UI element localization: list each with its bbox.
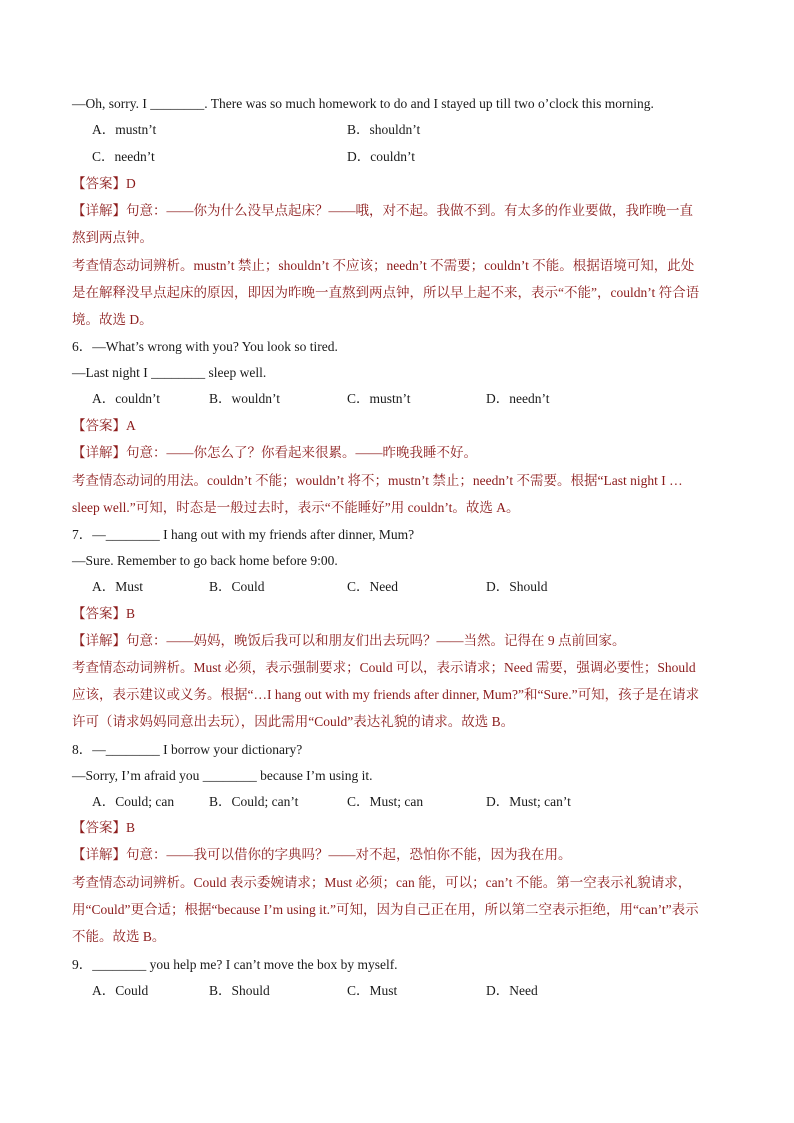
q9-stem-1: 9．________ you help me? I can’t move the box by myself. — [72, 957, 398, 972]
q6-option-b: B．wouldn’t — [209, 391, 281, 406]
q8-option-c: C．Must; can — [347, 794, 424, 809]
q7-option-b: B．Could — [209, 579, 265, 594]
q6-option-d: D．needn’t — [486, 391, 550, 406]
answer-value: B — [126, 820, 136, 835]
q5-option-d: D．couldn’t — [347, 149, 415, 164]
q8-stem-1: 8．—________ I borrow your dictionary? — [72, 742, 303, 757]
q7-answer — [72, 604, 732, 624]
q5-analysis-1: 考查情态动词辨析。mustn’t 禁止；shouldn’t 不应该；needn’t 不需要；couldn’t 不能。根据语境可知，此处 — [72, 258, 695, 273]
q7-analysis-2: 应该，表示建议或义务。根据“…I hang out with my friends after dinner, Mum?”和“Sure.”可知，孩子是在请求 — [72, 687, 700, 702]
q5-analysis-2: 是在解释没早点起床的原因，即因为昨晚一直熬到两点钟，所以早上起不来，表示“不能”，couldn’t 符合语 — [72, 285, 700, 300]
q8-option-d: D．Must; can’t — [486, 794, 571, 809]
q8-analysis-1: 考查情态动词辨析。Could 表示委婉请求；Must 必须；can 能，可以；can’t 不能。第一空表示礼貌请求， — [72, 875, 692, 890]
q5-analysis-3: 境。故选 D。 — [72, 312, 153, 327]
detail-text: 句意：——妈妈，晚饭后我可以和朋友们出去玩吗？——当然。记得在 9 点前回家。 — [126, 633, 626, 648]
q7-option-d: D．Should — [486, 579, 548, 594]
q7-option-c: C．Need — [347, 579, 398, 594]
answer-tag: 【答案】 — [72, 820, 126, 835]
q9-option-a: A．Could — [92, 983, 149, 998]
detail-tag: 【详解】 — [72, 633, 126, 648]
detail-text: 句意：——我可以借你的字典吗？——对不起，恐怕你不能，因为我在用。 — [126, 847, 572, 862]
q5-option-a: A．mustn’t — [92, 122, 157, 137]
q6-option-c: C．mustn’t — [347, 391, 411, 406]
q5-option-c: C．needn’t — [92, 149, 155, 164]
q8-detail-1 — [72, 845, 732, 865]
detail-tag: 【详解】 — [72, 203, 126, 218]
q9-option-c: C．Must — [347, 983, 398, 998]
q6-stem-2: —Last night I ________ sleep well. — [72, 365, 267, 380]
q6-stem-1: 6．—What’s wrong with you? You look so tired. — [72, 339, 338, 354]
detail-text: 句意：——你怎么了？你看起来很累。——昨晚我睡不好。 — [126, 445, 477, 460]
q8-option-b: B．Could; can’t — [209, 794, 299, 809]
q9-option-b: B．Should — [209, 983, 270, 998]
q6-detail-1 — [72, 443, 732, 463]
q8-option-a: A．Could; can — [92, 794, 175, 809]
q5-detail-1 — [72, 201, 732, 221]
q7-analysis-1: 考查情态动词辨析。Must 必须，表示强制要求；Could 可以，表示请求；Need 需要，强调必要性；Should — [72, 660, 696, 675]
answer-value: A — [126, 418, 136, 433]
q7-option-a: A．Must — [92, 579, 144, 594]
q7-stem-1: 7．—________ I hang out with my friends after dinner, Mum? — [72, 527, 415, 542]
answer-value: B — [126, 606, 136, 621]
answer-tag: 【答案】 — [72, 418, 126, 433]
q5-detail-2: 熬到两点钟。 — [72, 230, 153, 245]
q6-answer — [72, 416, 732, 436]
detail-text: 句意：——你为什么没早点起床？——哦，对不起。我做不到。有太多的作业要做，我昨晚一直 — [126, 203, 693, 218]
q5-option-b: B．shouldn’t — [347, 122, 421, 137]
answer-value: D — [126, 176, 136, 191]
q7-analysis-3: 许可（请求妈妈同意出去玩），因此需用“Could”表达礼貌的请求。故选 B。 — [72, 714, 515, 729]
q8-analysis-2: 用“Could”更合适；根据“because I’m using it.”可知，因为自己正在用，所以第二空表示拒绝，用“can’t”表示 — [72, 902, 699, 917]
q9-option-d: D．Need — [486, 983, 538, 998]
q7-stem-2: —Sure. Remember to go back home before 9:00. — [72, 553, 338, 568]
q7-detail-1 — [72, 631, 732, 651]
q6-option-a: A．couldn’t — [92, 391, 160, 406]
answer-tag: 【答案】 — [72, 176, 126, 191]
q5-answer — [72, 174, 732, 194]
q8-analysis-3: 不能。故选 B。 — [72, 929, 166, 944]
q5-stem: —Oh, sorry. I ________. There was so much homework to do and I stayed up till two o’clock this morning. — [72, 96, 654, 111]
detail-tag: 【详解】 — [72, 847, 126, 862]
q8-stem-2: —Sorry, I’m afraid you ________ because I’m using it. — [72, 768, 373, 783]
q8-answer — [72, 818, 732, 838]
detail-tag: 【详解】 — [72, 445, 126, 460]
answer-tag: 【答案】 — [72, 606, 126, 621]
q6-analysis-1: 考查情态动词的用法。couldn’t 不能；wouldn’t 将不；mustn’t 禁止；needn’t 不需要。根据“Last night I … — [72, 473, 683, 488]
q6-analysis-2: sleep well.”可知，时态是一般过去时，表示“不能睡好”用 couldn’t。故选 A。 — [72, 500, 520, 515]
